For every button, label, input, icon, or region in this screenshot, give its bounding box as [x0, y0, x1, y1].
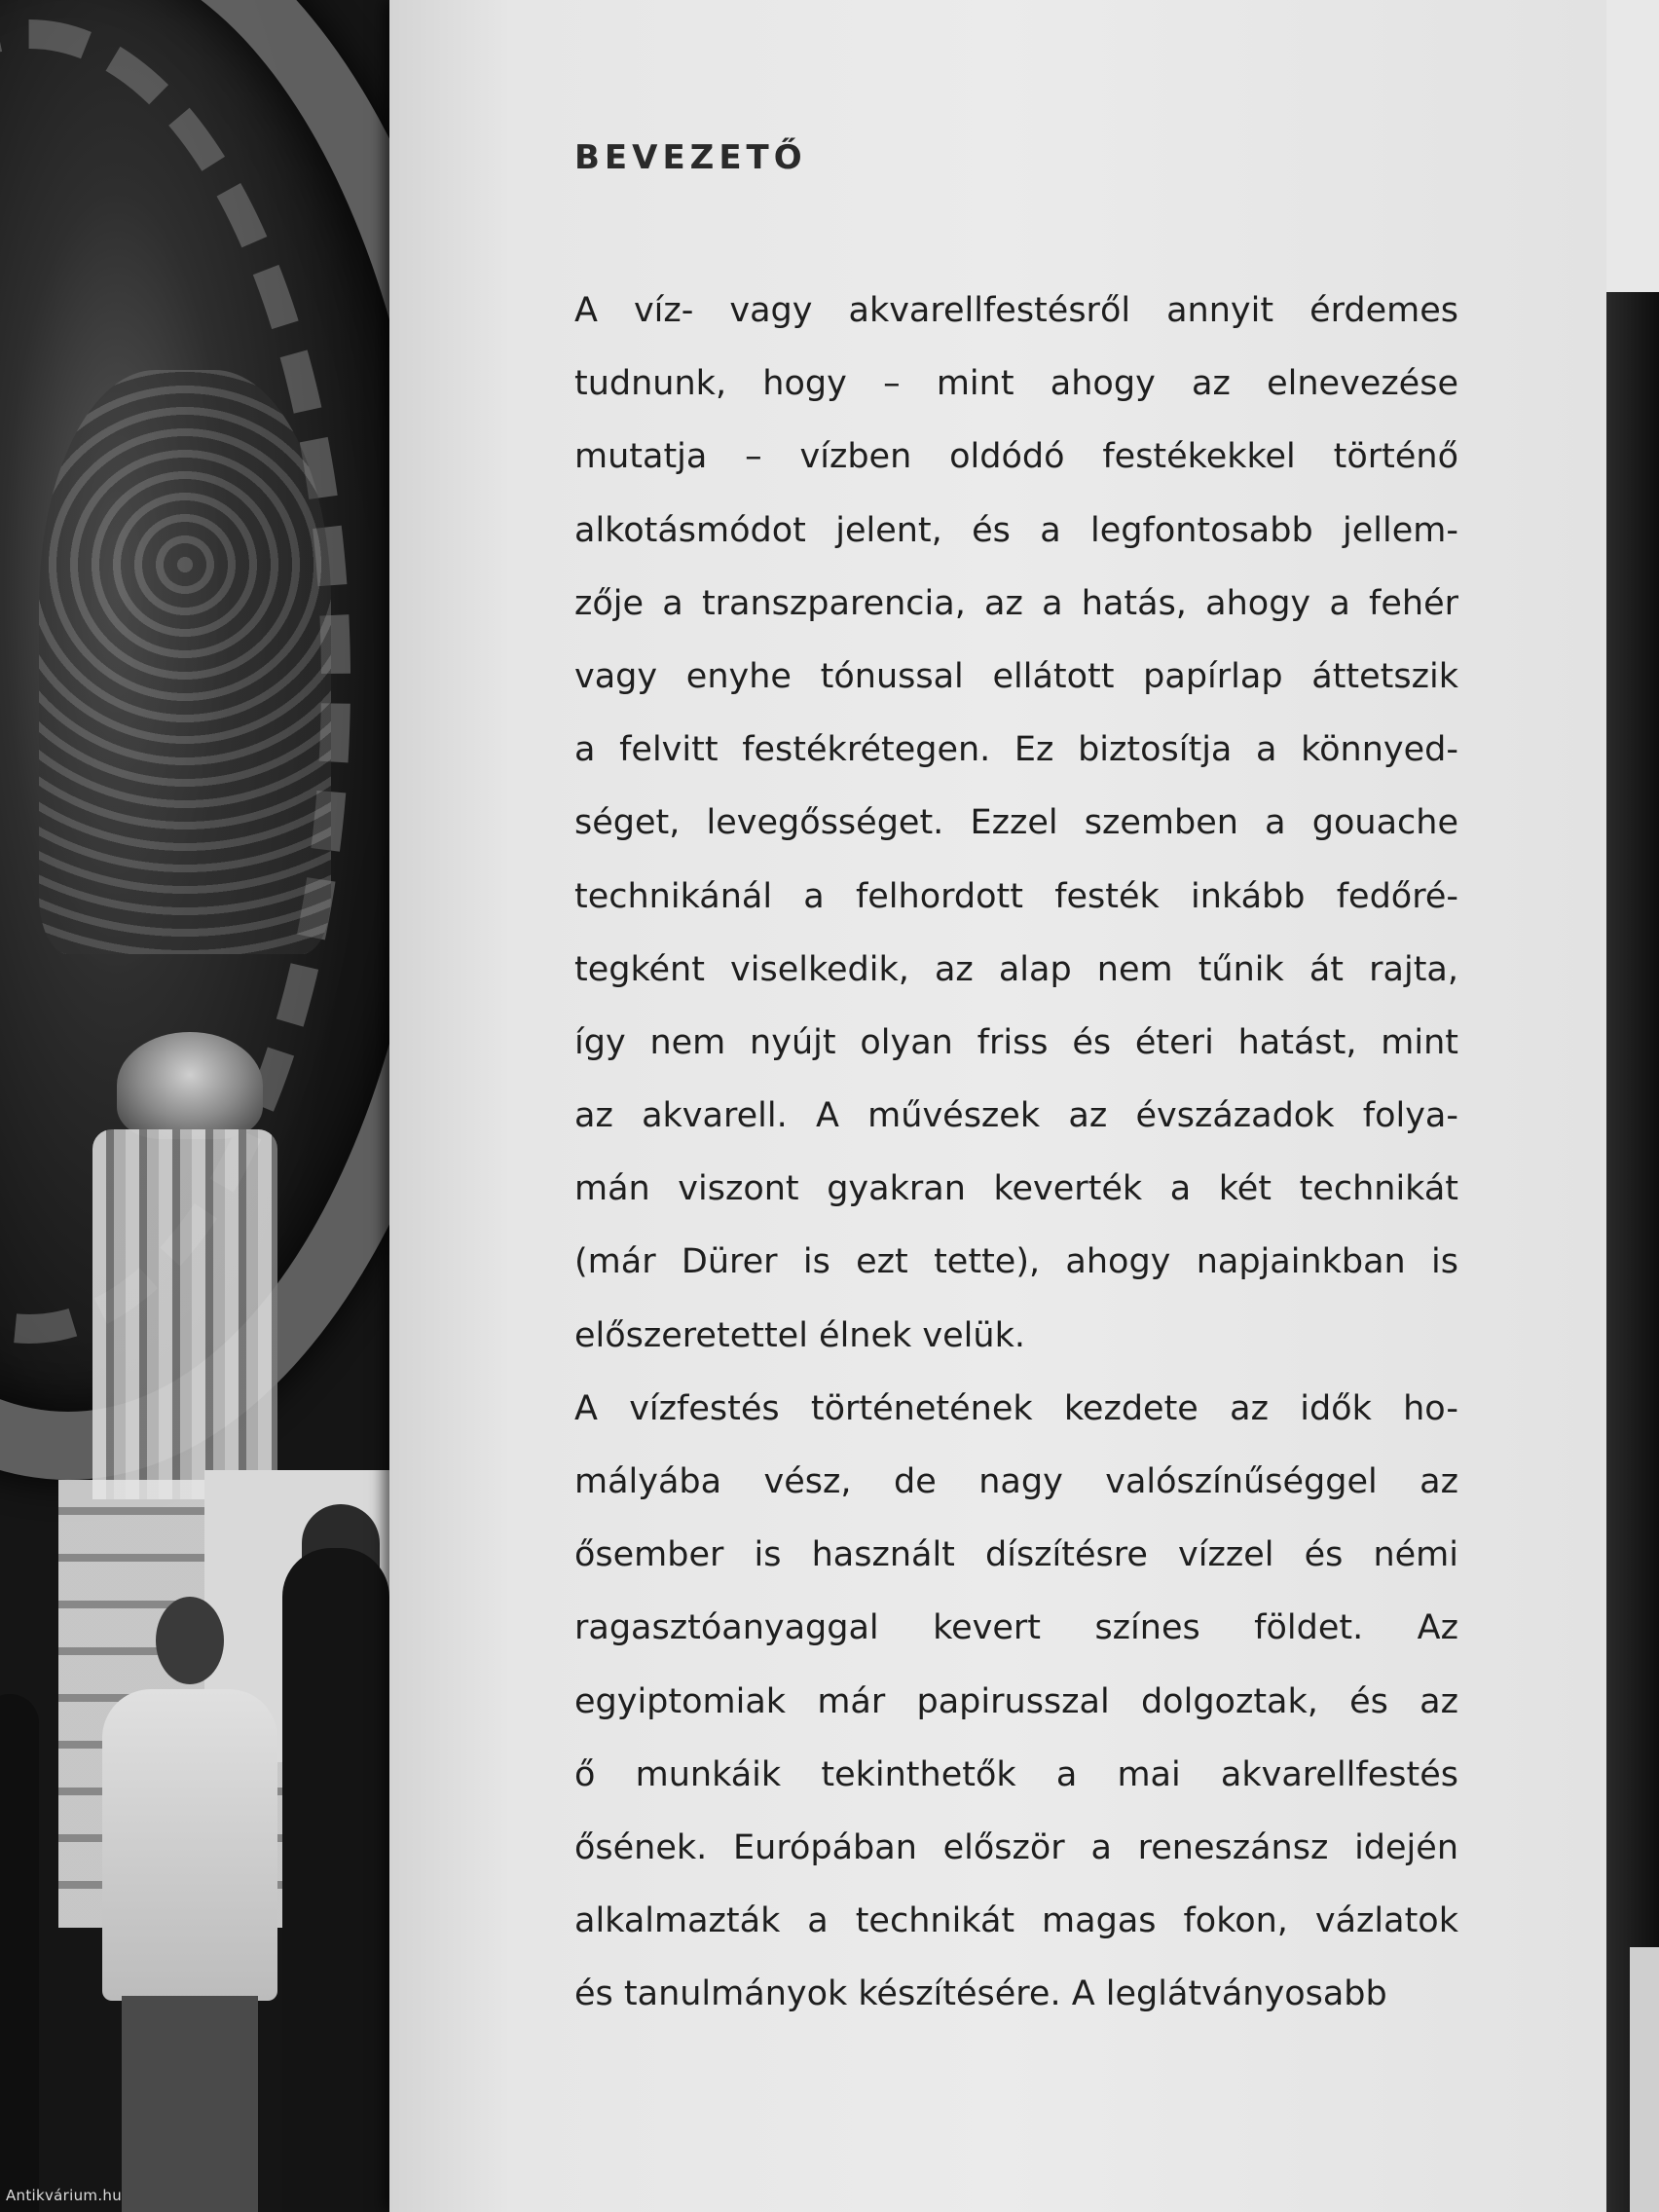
text-line: vagy enyhe tónussal ellátott papírlap áttetszik	[574, 656, 1458, 696]
text-line: a felvitt festékrétegen. Ez biztosítja a könnyed-	[574, 730, 1458, 770]
right-background-edge	[1606, 0, 1659, 2212]
stove-urn	[117, 1032, 263, 1139]
text-line: zője a transzparencia, az a hatás, ahogy a fehér	[574, 583, 1458, 623]
text-line: mán viszont gyakran keverték a két technikát	[574, 1169, 1458, 1209]
watermark-text: Antikvárium.hu	[6, 2187, 123, 2204]
text-line: mályába vész, de nagy valószínűséggel az	[574, 1462, 1458, 1501]
person-legs	[122, 1996, 258, 2212]
wall-ornament	[39, 370, 331, 954]
text-line: tudnunk, hogy – mint ahogy az elnevezése	[574, 364, 1458, 404]
right-edge-highlight	[1606, 0, 1659, 292]
person-silhouette-left	[0, 1694, 39, 2212]
text-line: alkotásmódot jelent, és a legfontosabb jellem-	[574, 510, 1458, 550]
text-line: az akvarell. A művészek az évszázadok folya-	[574, 1096, 1458, 1136]
text-line: séget, levegősséget. Ezzel szemben a gouache	[574, 803, 1458, 843]
text-line: ragasztóanyaggal kevert színes földet. Az	[574, 1608, 1458, 1648]
text-line: ő munkáik tekinthetők a mai akvarellfestés	[574, 1754, 1458, 1794]
church-interior-photo	[0, 0, 389, 2212]
person-silhouette-right	[282, 1548, 389, 2212]
right-edge-highlight-bottom	[1630, 1947, 1659, 2212]
text-line: mutatja – vízben oldódó festékekkel történő	[574, 437, 1458, 477]
text-line: ősének. Európában először a reneszánsz idején	[574, 1827, 1458, 1867]
text-line: és tanulmányok készítésére. A leglátványosabb	[574, 1974, 1387, 2014]
text-line: ősember is használt díszítésre vízzel és némi	[574, 1535, 1458, 1575]
text-line: A víz- vagy akvarellfestésről annyit érdemes	[574, 291, 1458, 330]
text-line: A vízfestés történetének kezdete az idők ho-	[574, 1388, 1458, 1428]
person-shirt	[102, 1689, 277, 2001]
page-heading: BEVEZETŐ	[574, 138, 807, 177]
text-line: tegként viselkedik, az alap nem tűnik át rajta,	[574, 949, 1458, 989]
text-line: egyiptomiak már papirusszal dolgoztak, és az	[574, 1681, 1458, 1721]
text-line: így nem nyújt olyan friss és éteri hatást, mint	[574, 1022, 1458, 1062]
tiled-stove-column	[92, 1129, 277, 1499]
text-line: alkalmazták a technikát magas fokon, vázlatok	[574, 1901, 1458, 1941]
person-head	[156, 1597, 224, 1684]
person-white-shirt	[102, 1597, 268, 2212]
text-line: (már Dürer is ezt tette), ahogy napjainkban is	[574, 1242, 1458, 1282]
body-text	[574, 275, 1458, 2032]
text-line: technikánál a felhordott festék inkább fedőré-	[574, 876, 1458, 916]
text-line: előszeretettel élnek velük.	[574, 1315, 1025, 1355]
text-banner	[389, 0, 1608, 2212]
